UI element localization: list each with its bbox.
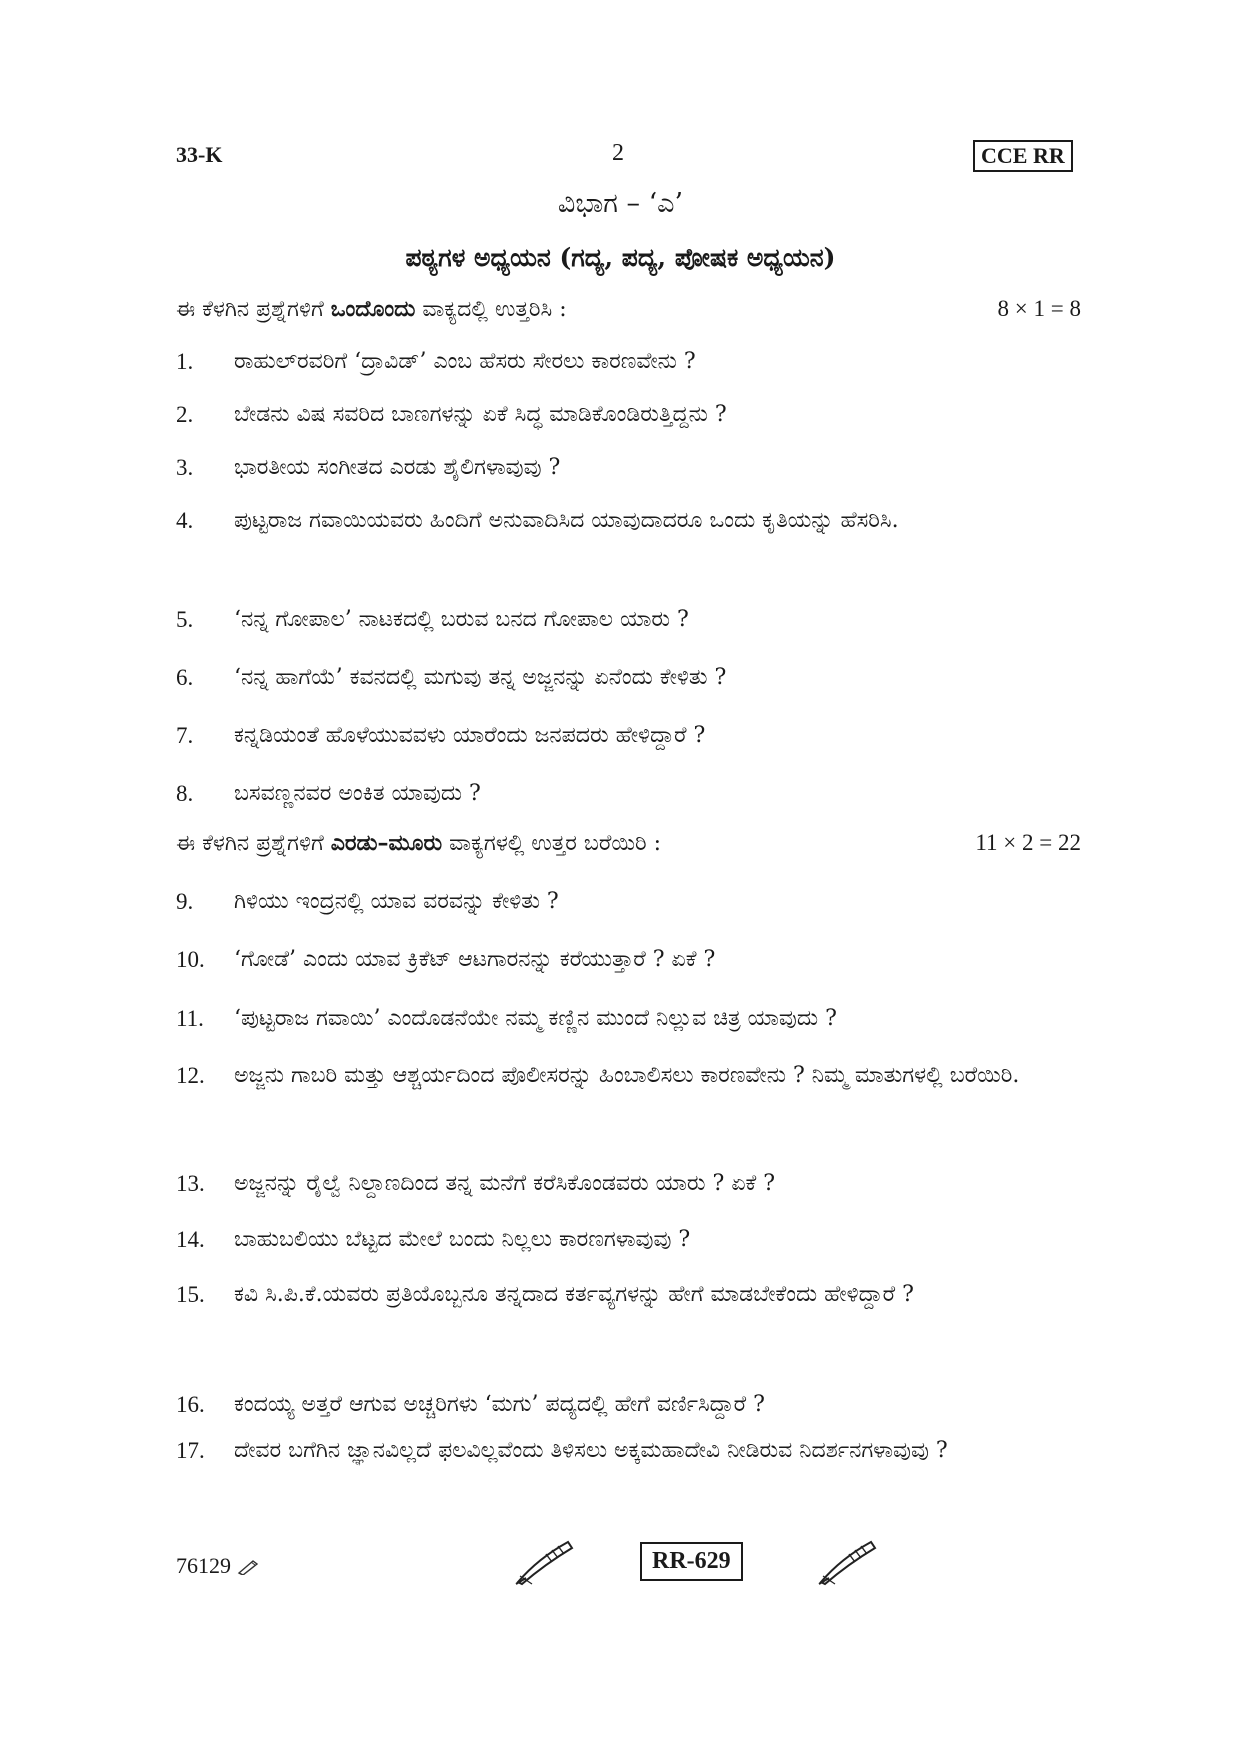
question-item [176,389,1081,441]
question-item [176,934,1081,986]
instruction-text: ಈ ಕೆಳಗಿನ ಪ್ರಶ್ನೆಗಳಿಗೆ ಒಂದೊಂದು ವಾಕ್ಯದಲ್ಲಿ ಉತ್ತರಿಸಿ : [176,296,567,322]
question-text: ಕನ್ನಡಿಯಂತೆ ಹೊಳೆಯುವವಳು ಯಾರೆಂದು ಜನಪದರು ಹೇಳಿದ್ದಾರೆ ? [234,723,706,748]
question-text: ‘ಪುಟ್ಟರಾಜ ಗವಾಯಿ’ ಎಂದೊಡನೆಯೇ ನಮ್ಮ ಕಣ್ಣಿನ ಮುಂದೆ ನಿಲ್ಲುವ ಚಿತ್ರ ಯಾವುದು ? [234,1006,837,1031]
question-item [176,1214,1081,1266]
footer-code: 76129 [176,1553,259,1581]
question-number: 12. [176,1063,205,1088]
question-number: 7. [176,723,194,748]
pen-nib-icon [815,1538,879,1586]
question-item [176,993,1081,1045]
paper-code: 33-K [176,142,223,167]
question-text: ಕಂದಯ್ಯ ಅತ್ತರೆ ಆಗುವ ಅಚ್ಚರಿಗಳು ‘ಮಗು’ ಪದ್ಯದಲ್ಲಿ ಹೇಗೆ ವರ್ಣಿಸಿದ್ದಾರೆ ? [234,1392,765,1417]
question-text: ಅಜ್ಜನನ್ನು ರೈಲ್ವೆ ನಿಲ್ದಾಣದಿಂದ ತನ್ನ ಮನೆಗೆ ಕರೆಸಿಕೊಂಡವರು ಯಾರು ? ಏಕೆ ? [234,1171,776,1196]
question-item [176,768,1081,820]
question-number: 9. [176,889,194,914]
question-number: 13. [176,1171,205,1196]
question-text: ‘ಗೋಡೆ’ ಎಂದು ಯಾವ ಕ್ರಿಕೆಟ್ ಆಟಗಾರನನ್ನು ಕರೆಯುತ್ತಾರೆ ? ಏಕೆ ? [234,947,716,972]
booklet-code-box: RR-629 [640,1542,743,1581]
page-number: 2 [612,140,624,166]
question-item [176,1425,1081,1477]
instruction-one-sentence [176,296,1081,322]
question-number: 5. [176,607,194,632]
question-number: 2. [176,402,194,427]
question-number: 3. [176,455,194,480]
question-item [176,1379,1081,1431]
question-number: 8. [176,781,194,806]
question-item [176,1269,1081,1321]
question-number: 10. [176,947,205,972]
question-number: 15. [176,1282,205,1307]
question-text: ಗಿಳಿಯು ಇಂದ್ರನಲ್ಲಿ ಯಾವ ವರವನ್ನು ಕೇಳಿತು ? [234,889,559,914]
question-item [176,1050,1081,1102]
question-number: 4. [176,508,194,533]
question-item [176,336,1081,388]
question-item [176,652,1081,704]
question-text: ‘ನನ್ನ ಹಾಗೆಯೆ’ ಕವನದಲ್ಲಿ ಮಗುವು ತನ್ನ ಅಜ್ಜನನ್ನು ಏನೆಂದು ಕೇಳಿತು ? [234,665,727,690]
question-item [176,1158,1081,1210]
instruction-two-three-sentences [176,830,1081,856]
question-text: ದೇವರ ಬಗೆಗಿನ ಜ್ಞಾನವಿಲ್ಲದೆ ಫಲವಿಲ್ಲವೆಂದು ತಿಳಿಸಲು ಅಕ್ಕಮಹಾದೇವಿ ನೀಡಿರುವ ನಿದರ್ಶನಗಳಾವುವು ? [234,1438,948,1463]
question-number: 16. [176,1392,205,1417]
marks-allocation: 8 × 1 = 8 [997,296,1081,321]
question-item [176,710,1081,762]
question-text: ಬಾಹುಬಲಿಯು ಬೆಟ್ಟದ ಮೇಲೆ ಬಂದು ನಿಲ್ಲಲು ಕಾರಣಗಳಾವುವು ? [234,1227,691,1252]
question-number: 11. [176,1006,204,1031]
question-text: ಬೇಡನು ವಿಷ ಸವರಿದ ಬಾಣಗಳನ್ನು ಏಕೆ ಸಿದ್ಧ ಮಾಡಿಕೊಂಡಿರುತ್ತಿದ್ದನು ? [234,402,727,427]
question-item [176,876,1081,928]
question-text: ಕವಿ ಸಿ.ಪಿ.ಕೆ.ಯವರು ಪ್ರತಿಯೊಬ್ಬನೂ ತನ್ನದಾದ ಕರ್ತವ್ಯಗಳನ್ನು ಹೇಗೆ ಮಾಡಬೇಕೆಂದು ಹೇಳಿದ್ದಾರೆ ? [234,1282,914,1307]
question-item [176,594,1081,646]
question-text: ಅಜ್ಜನು ಗಾಬರಿ ಮತ್ತು ಆಶ್ಚರ್ಯದಿಂದ ಪೊಲೀಸರನ್ನು ಹಿಂಬಾಲಿಸಲು ಕಾರಣವೇನು ? ನಿಮ್ಮ ಮಾತುಗಳಲ್ಲಿ ಬರೆಯಿರಿ. [234,1063,1020,1088]
pencil-icon [237,1555,259,1581]
series-code-box: CCE RR [973,140,1073,172]
section-subtitle: ಪಠ್ಯಗಳ ಅಧ್ಯಯನ (ಗದ್ಯ, ಪದ್ಯ, ಪೋಷಕ ಅಧ್ಯಯನ) [405,243,836,272]
question-text: ರಾಹುಲ್‌ರವರಿಗೆ ‘ದ್ರಾವಿಡ್’ ಎಂಬ ಹೆಸರು ಸೇರಲು ಕಾರಣವೇನು ? [234,349,696,374]
question-text: ಪುಟ್ಟರಾಜ ಗವಾಯಿಯವರು ಹಿಂದಿಗೆ ಅನುವಾದಿಸಿದ ಯಾವುದಾದರೂ ಒಂದು ಕೃತಿಯನ್ನು ಹೆಸರಿಸಿ. [234,508,899,533]
question-text: ಬಸವಣ್ಣನವರ ಅಂಕಿತ ಯಾವುದು ? [234,781,481,806]
question-number: 14. [176,1227,205,1252]
question-item [176,442,1081,494]
question-text: ‘ನನ್ನ ಗೋಪಾಲ’ ನಾಟಕದಲ್ಲಿ ಬರುವ ಬನದ ಗೋಪಾಲ ಯಾರು ? [234,607,689,632]
pen-nib-icon [512,1538,576,1586]
section-title: ವಿಭಾಗ – ‘ಎ’ [557,188,684,219]
question-number: 6. [176,665,194,690]
question-item [176,495,1081,547]
question-text: ಭಾರತೀಯ ಸಂಗೀತದ ಎರಡು ಶೈಲಿಗಳಾವುವು ? [234,455,561,480]
instruction-text: ಈ ಕೆಳಗಿನ ಪ್ರಶ್ನೆಗಳಿಗೆ ಎರಡು–ಮೂರು ವಾಕ್ಯಗಳಲ್ಲಿ ಉತ್ತರ ಬರೆಯಿರಿ : [176,830,661,856]
marks-allocation: 11 × 2 = 22 [975,830,1081,855]
question-number: 1. [176,349,194,374]
question-number: 17. [176,1438,205,1463]
